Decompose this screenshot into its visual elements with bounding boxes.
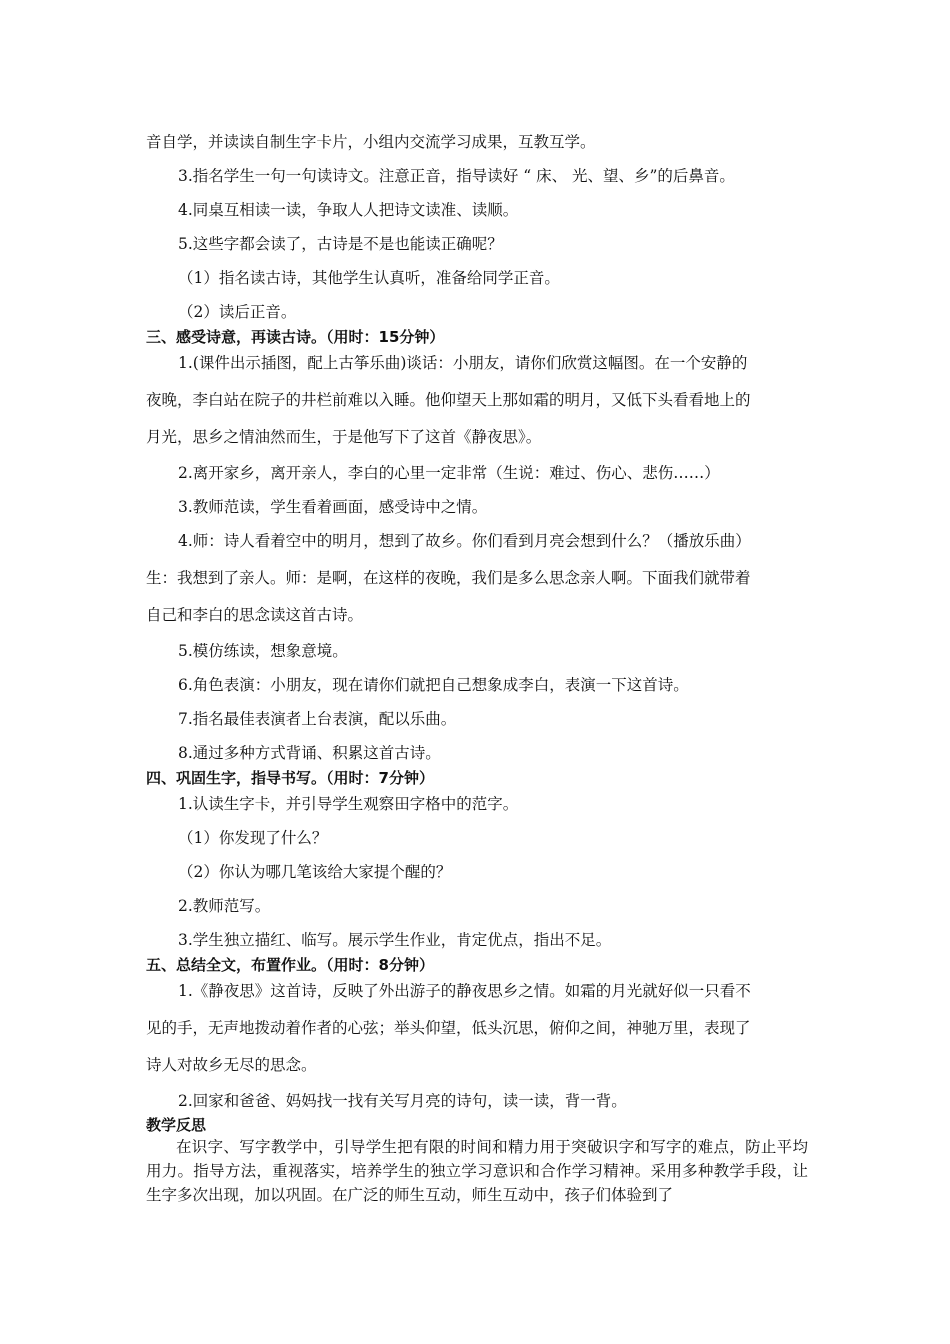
text-line: 3.教师范读，学生看着画面，感受诗中之情。: [178, 498, 488, 516]
reflection-heading: 教学反思: [146, 1116, 207, 1134]
text-line: 1.《静夜思》这首诗，反映了外出游子的静夜思乡之情。如霜的月光就好似一只看不: [178, 982, 751, 1000]
text-line: 4.同桌互相读一读，争取人人把诗文读准、读顺。: [178, 201, 519, 219]
text-line: （2）你认为哪几笔该给大家提个醒的？: [178, 863, 452, 881]
text-line: 月光，思乡之情油然而生，于是他写下了这首《静夜思》。: [146, 428, 542, 446]
section-heading: 三、感受诗意，再读古诗。（用时：15分钟）: [146, 328, 445, 346]
text-line: 自己和李白的思念读这首古诗。: [146, 606, 364, 624]
text-line: 8.通过多种方式背诵、积累这首古诗。: [178, 744, 441, 762]
text-line: 2.离开家乡，离开亲人，李白的心里一定非常（生说：难过、伤心、悲伤……）: [178, 464, 720, 482]
text-line: 3.指名学生一句一句读诗文。注意正音，指导读好 “ 床、 光、望、乡”的后鼻音。: [178, 167, 735, 185]
text-line: 5.这些字都会读了，古诗是不是也能读正确呢？: [178, 235, 503, 253]
text-line: 5.模仿练读，想象意境。: [178, 642, 348, 660]
text-line: 1.(课件出示插图，配上古筝乐曲)谈话：小朋友，请你们欣赏这幅图。在一个安静的: [178, 354, 748, 372]
section-heading: 五、总结全文，布置作业。（用时：8分钟）: [146, 956, 434, 974]
text-line: 夜晚，李白站在院子的井栏前难以入睡。他仰望天上那如霜的明月，又低下头看看地上的: [146, 391, 751, 409]
text-line: 音自学，并读读自制生字卡片，小组内交流学习成果，互教互学。: [146, 133, 596, 151]
text-line: 生：我想到了亲人。师：是啊，在这样的夜晚，我们是多么思念亲人啊。下面我们就带着: [146, 569, 751, 587]
text-line: （2）读后正音。: [178, 303, 297, 321]
text-line: 6.角色表演：小朋友，现在请你们就把自己想象成李白，表演一下这首诗。: [178, 676, 689, 694]
text-line: 4.师：诗人看着空中的明月，想到了故乡。你们看到月亮会想到什么？（播放乐曲）: [178, 532, 751, 550]
text-line: 3.学生独立描红、临写。展示学生作业，肯定优点，指出不足。: [178, 931, 612, 949]
text-line: （1）指名读古诗，其他学生认真听，准备给同学正音。: [178, 269, 560, 287]
text-line: 1.认读生字卡，并引导学生观察田字格中的范字。: [178, 795, 519, 813]
text-line: （1）你发现了什么？: [178, 829, 328, 847]
text-line: 见的手，无声地拨动着作者的心弦；举头仰望，低头沉思，俯仰之间，神驰万里，表现了: [146, 1019, 751, 1037]
section-heading: 四、巩固生字，指导书写。（用时：7分钟）: [146, 769, 434, 787]
text-line: 2.回家和爸爸、妈妈找一找有关写月亮的诗句，读一读，背一背。: [178, 1092, 627, 1110]
text-line: 7.指名最佳表演者上台表演，配以乐曲。: [178, 710, 457, 728]
text-line: 诗人对故乡无尽的思念。: [146, 1056, 317, 1074]
text-line: 2.教师范写。: [178, 897, 271, 915]
reflection-paragraph: 在识字、写字教学中，引导学生把有限的时间和精力用于突破识字和写字的难点，防止平均用力。指导方法，重视落实，培养学生的独立学习意识和合作学习精神。采用多种教学手段，让生字多次出现，加以巩固。在广泛的师生互动，师生互动中，孩子们体验到了: [146, 1138, 808, 1204]
